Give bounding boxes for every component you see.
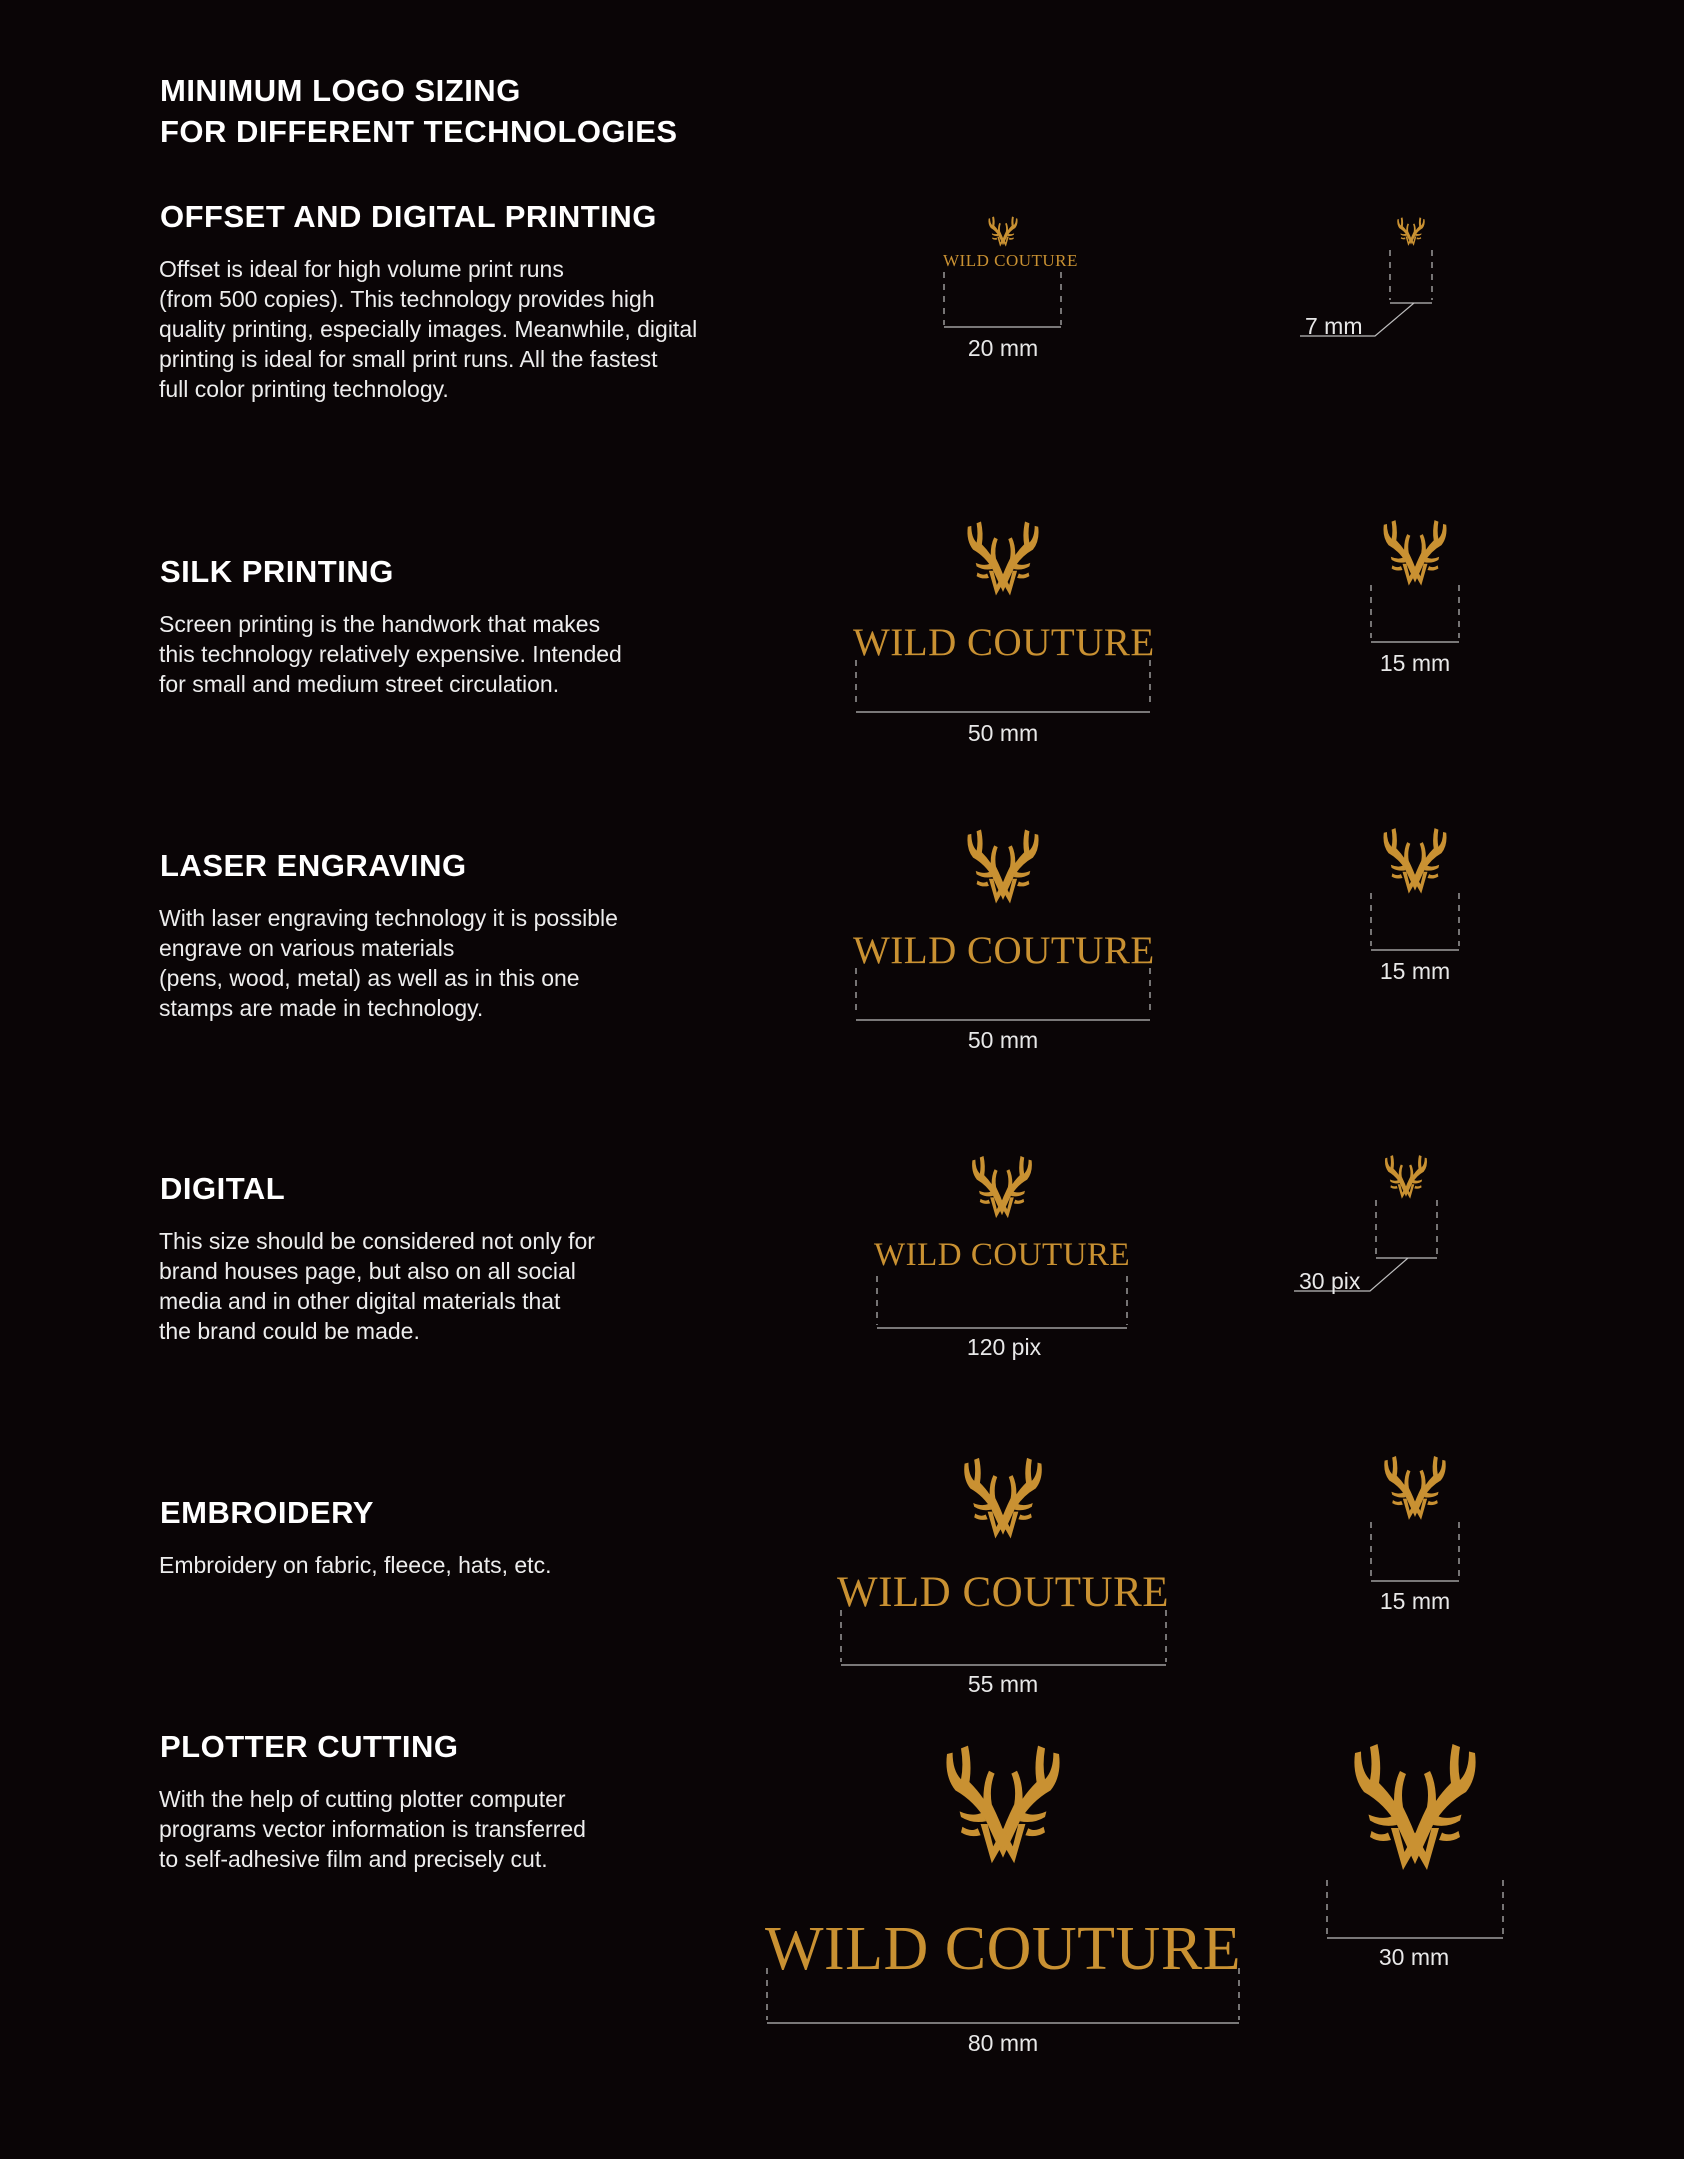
dimension-label-icon: 30 pix xyxy=(1299,1268,1361,1294)
text-line: With laser engraving technology it is possible xyxy=(159,905,618,931)
dimension-label-icon: 30 mm xyxy=(1378,1944,1450,1970)
logo-icon-embroidery xyxy=(1368,1453,1462,1529)
dimension-label-icon: 15 mm xyxy=(1379,958,1451,984)
text-line: stamps are made in technology. xyxy=(159,995,484,1021)
logo-full-digital xyxy=(874,1153,1130,1274)
logo-full-laser xyxy=(853,826,1153,973)
logo-icon-digital xyxy=(1374,1153,1438,1205)
text-line: Screen printing is the handwork that makes xyxy=(159,611,601,637)
dimension-label-full: 80 mm xyxy=(967,2030,1039,2056)
antler-emblem-icon xyxy=(1368,825,1462,903)
logo-wordmark: WILD COUTURE xyxy=(764,1915,1242,1983)
antler-emblem-icon xyxy=(949,826,1057,914)
logo-icon-plotter xyxy=(1323,1738,1507,1888)
text-line: quality printing, especially images. Meanwhile, digital xyxy=(159,316,698,342)
text-line: This size should be considered not only for xyxy=(159,1228,595,1254)
antler-emblem-icon xyxy=(917,1740,1089,1880)
page-title-line-2: FOR DIFFERENT TECHNOLOGIES xyxy=(160,114,678,149)
dimension-label-icon: 7 mm xyxy=(1305,313,1363,339)
text-line: With the help of cutting plotter computer xyxy=(159,1786,566,1812)
section-heading-embroidery: EMBROIDERY xyxy=(160,1495,374,1530)
dimension-label-full: 50 mm xyxy=(967,1027,1039,1053)
antler-emblem-icon xyxy=(1374,1153,1438,1205)
logo-wordmark: WILD COUTURE xyxy=(874,1237,1131,1273)
logo-wordmark: WILD COUTURE xyxy=(853,621,1155,664)
antler-emblem-icon xyxy=(980,215,1026,251)
text-line: programs vector information is transferred xyxy=(159,1816,586,1842)
text-line: brand houses page, but also on all social xyxy=(159,1258,576,1284)
text-line: to self-adhesive film and precisely cut. xyxy=(159,1846,548,1872)
logo-wordmark: WILD COUTURE xyxy=(836,1569,1170,1616)
antler-emblem-icon xyxy=(1368,517,1462,595)
text-line: this technology relatively expensive. Intended xyxy=(159,641,622,667)
dimension-label-icon: 15 mm xyxy=(1379,650,1451,676)
logo-full-embroidery xyxy=(836,1454,1170,1617)
page-title-line-1: MINIMUM LOGO SIZING xyxy=(160,73,521,108)
logo-icon-laser xyxy=(1368,825,1462,903)
logo-wordmark: WILD COUTURE xyxy=(943,251,1078,270)
antler-emblem-icon xyxy=(1389,216,1433,250)
text-line: engrave on various materials xyxy=(159,935,455,961)
logo-icon-offset xyxy=(1389,216,1433,250)
antler-emblem-icon xyxy=(944,1454,1062,1550)
logo-full-plotter xyxy=(764,1740,1242,1985)
dimension-label-full: 20 mm xyxy=(967,335,1039,361)
text-line: for small and medium street circulation. xyxy=(159,671,560,697)
dimension-label-full: 55 mm xyxy=(967,1671,1039,1697)
text-line: (from 500 copies). This technology provides high xyxy=(159,286,655,312)
text-line: the brand could be made. xyxy=(159,1318,420,1344)
text-line: Offset is ideal for high volume print runs xyxy=(159,256,564,282)
antler-emblem-icon xyxy=(956,1153,1048,1227)
logo-wordmark: WILD COUTURE xyxy=(853,929,1155,972)
dimension-label-full: 120 pix xyxy=(966,1334,1042,1360)
antler-emblem-icon xyxy=(1323,1738,1507,1888)
text-line: media and in other digital materials that xyxy=(159,1288,561,1314)
text-line: printing is ideal for small print runs. All the fastest xyxy=(159,346,658,372)
section-heading-offset: OFFSET AND DIGITAL PRINTING xyxy=(160,199,657,234)
logo-full-silk xyxy=(853,518,1153,665)
antler-emblem-icon xyxy=(1368,1453,1462,1529)
logo-full-offset xyxy=(943,215,1078,271)
text-line: full color printing technology. xyxy=(159,376,449,402)
text-line: (pens, wood, metal) as well as in this one xyxy=(159,965,580,991)
section-heading-digital: DIGITAL xyxy=(160,1171,286,1206)
section-heading-laser: LASER ENGRAVING xyxy=(160,848,467,883)
dimension-label-icon: 15 mm xyxy=(1379,1588,1451,1614)
dimension-label-full: 50 mm xyxy=(967,720,1039,746)
section-heading-plotter: PLOTTER CUTTING xyxy=(160,1729,459,1764)
text-line: Embroidery on fabric, fleece, hats, etc. xyxy=(159,1552,552,1578)
logo-icon-silk xyxy=(1368,517,1462,595)
section-heading-silk: SILK PRINTING xyxy=(160,554,394,589)
antler-emblem-icon xyxy=(949,518,1057,606)
